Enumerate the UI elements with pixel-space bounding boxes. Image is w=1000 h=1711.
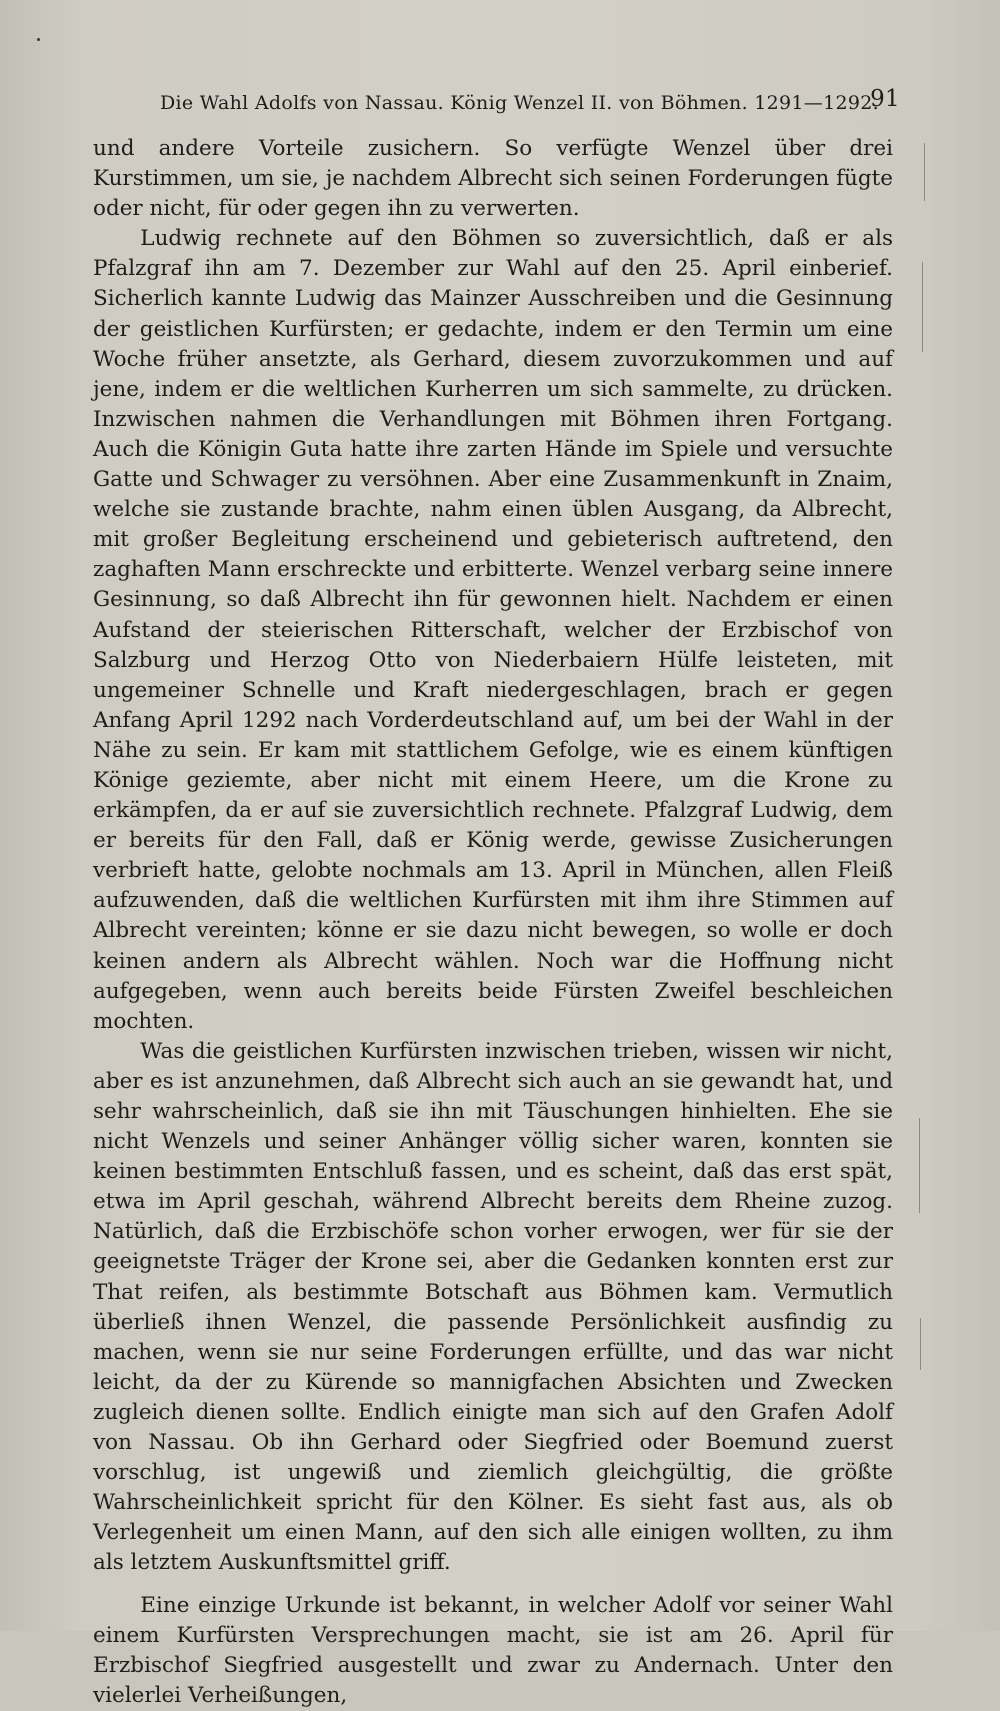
paragraph: und andere Vorteile zusichern. So verfügte Wenzel über drei Kurstimmen, um sie, je nachdem Albrecht sich seinen Forderungen fügte oder nicht, für oder gegen ihn zu verwerten. (93, 136, 893, 222)
margin-line (924, 143, 925, 201)
margin-line (922, 262, 923, 352)
ink-speck (37, 38, 40, 41)
margin-line (919, 1118, 920, 1213)
paragraph: Ludwig rechnete auf den Böhmen so zuversichtlich, daß er als Pfalzgraf ihn am 7. Dezember zur Wahl auf den 25. April einberief. Sicherlich kannte Ludwig das Mainzer Ausschreiben und die Gesinnung der geistlichen Kurfürsten; er gedachte, indem er den Termin um eine Woche früher ansetzte, als Gerhard, diesem zuvorzukommen und auf jene, indem er die weltlichen Kurherren um sich sammelte, zu drücken. Inzwischen nahmen die Verhandlungen mit Böhmen ihren Fortgang. Auch die Königin Guta hatte ihre zarten Hände im Spiele und versuchte Gatte und Schwager zu versöhnen. Aber eine Zusammenkunft in Znaim, welche sie zustande brachte, nahm einen üblen Ausgang, da Albrecht, mit großer Begleitung erscheinend und gebieterisch auftretend, den zaghaften Mann erschreckte und erbitterte. Wenzel verbarg seine innere Gesinnung, so daß Albrecht ihn für gewonnen hielt. Nachdem er einen Aufstand der steierischen Ritterschaft, welcher der Erzbischof von Salzburg und Herzog Otto von Niederbaiern Hülfe leisteten, mit ungemeiner Schnelle und Kraft niedergeschlagen, brach er gegen Anfang April 1292 nach Vorderdeutschland auf, um bei der Wahl in der Nähe zu sein. Er kam mit stattlichem Gefolge, wie es einem künftigen Könige geziemte, aber nicht mit einem Heere, um die Krone zu erkämpfen, da er auf sie zuversichtlich rechnete. Pfalzgraf Ludwig, dem er bereits für den Fall, daß er König werde, gewisse Zusicherungen verbrieft hatte, gelobte nochmals am 13. April in München, allen Fleiß aufzuwenden, daß die weltlichen Kurfürsten mit ihm ihre Stimmen auf Albrecht vereinten; könne er sie dazu nicht bewegen, so wolle er doch keinen andern als Albrecht wählen. Noch war die Hoffnung nicht aufgegeben, wenn auch bereits beide Fürsten Zweifel beschleichen mochten. (93, 226, 893, 1034)
body-text (93, 134, 893, 1711)
margin-line (920, 1318, 921, 1370)
running-header (160, 86, 900, 120)
running-title: Die Wahl Adolfs von Nassau. König Wenzel II. von Böhmen. 1291—1292. (160, 92, 879, 114)
page-number: 91 (870, 86, 900, 112)
paragraph: Eine einzige Urkunde ist bekannt, in welcher Adolf vor seiner Wahl einem Kurfürsten Versprechungen macht, sie ist am 26. April für Erzbischof Siegfried ausgestellt und zwar zu Andernach. Unter den vielerlei Verheißungen, (93, 1592, 893, 1708)
paragraph: Was die geistlichen Kurfürsten inzwischen trieben, wissen wir nicht, aber es ist anzunehmen, daß Albrecht sich auch an sie gewandt hat, und sehr wahrscheinlich, daß sie ihn mit Täuschungen hinhielten. Ehe sie nicht Wenzels und seiner Anhänger völlig sicher waren, konnten sie keinen bestimmten Entschluß fassen, und es scheint, daß das erst spät, etwa im April geschah, während Albrecht bereits dem Rheine zuzog. Natürlich, daß die Erzbischöfe schon vorher erwogen, wer für sie der geeignetste Träger der Krone sei, aber die Gedanken konnten erst zur That reifen, als bestimmte Botschaft aus Böhmen kam. Vermutlich überließ ihnen Wenzel, die passende Persönlichkeit ausfindig zu machen, wenn sie nur seine Forderungen erfüllte, und das war nicht leicht, da der zu Kürende so mannigfachen Absichten und Zwecken zugleich dienen sollte. Endlich einigte man sich auf den Grafen Adolf von Nassau. Ob ihn Gerhard oder Siegfried oder Boemund zuerst vorschlug, ist ungewiß und ziemlich gleichgültig, die größte Wahrscheinlichkeit spricht für den Kölner. Es sieht fast aus, als ob Verlegenheit um einen Mann, auf den sich alle einigen wollten, zu ihm als letztem Auskunftsmittel griff. (93, 1038, 893, 1576)
